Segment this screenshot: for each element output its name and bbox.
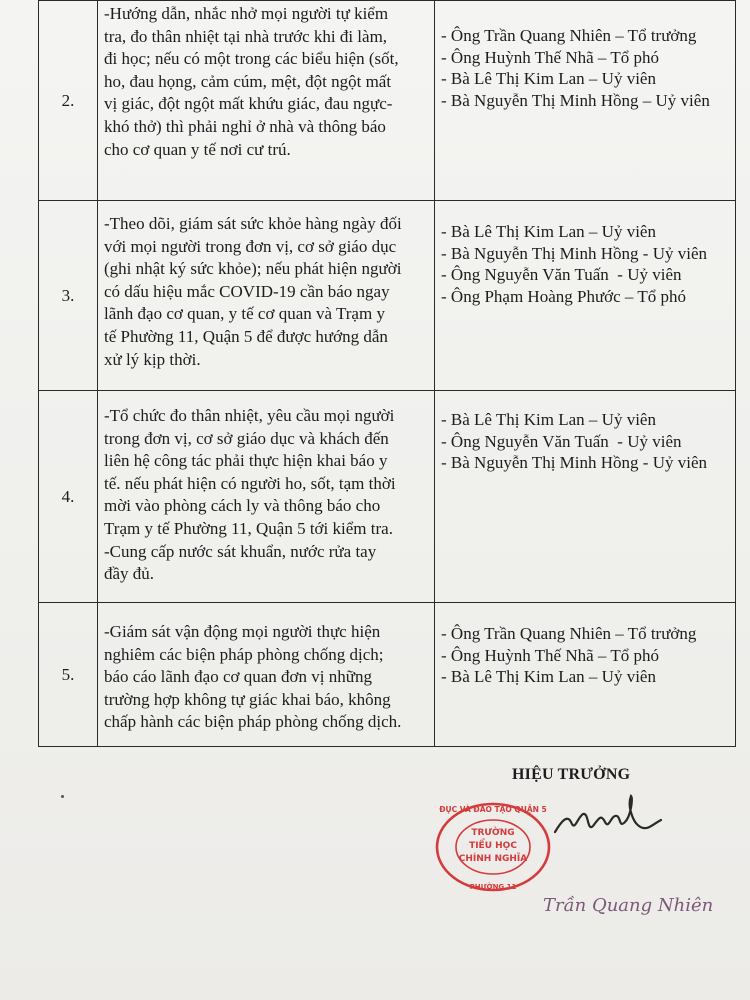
person-item: - Bà Lê Thị Kim Lan – Uỷ viên <box>441 410 656 429</box>
person-item: - Bà Lê Thị Kim Lan – Uỷ viên <box>441 69 656 88</box>
task-line: có dấu hiệu mắc COVID-19 cần báo ngay <box>104 281 390 301</box>
task-line: mời vào phòng cách ly và thông báo cho <box>104 496 381 516</box>
row-number: 4. <box>39 391 98 603</box>
person-item: - Bà Nguyễn Thị Minh Hồng - Uỷ viên <box>441 453 707 472</box>
svg-text:PHƯỜNG 11: PHƯỜNG 11 <box>469 883 517 891</box>
task-line: -Theo dõi, giám sát sức khỏe hàng ngày đối <box>104 214 402 233</box>
principal-title: HIỆU TRƯỞNG <box>512 766 631 783</box>
people-list <box>435 25 735 111</box>
person-item: - Ông Huỳnh Thế Nhã – Tổ phó <box>441 47 659 67</box>
person-item: - Ông Huỳnh Thế Nhã – Tổ phó <box>441 645 659 665</box>
task-cell <box>98 603 435 747</box>
people-list <box>435 623 735 688</box>
svg-text:ĐỤC VÀ ĐÀO TẠO QUẬN 5: ĐỤC VÀ ĐÀO TẠO QUẬN 5 <box>439 805 547 814</box>
row-number: 3. <box>39 201 98 391</box>
task-line: với mọi người trong đơn vị, cơ sở giáo dục <box>104 236 397 256</box>
svg-text:CHÍNH NGHĨA: CHÍNH NGHĨA <box>458 854 528 864</box>
task-cell <box>98 391 435 603</box>
people-list <box>435 409 735 474</box>
responsible-people-cell <box>435 201 736 391</box>
table-row <box>39 391 736 603</box>
signer-name: Trần Quang Nhiên <box>543 895 714 916</box>
svg-text:TIỂU HỌC: TIỂU HỌC <box>469 841 517 851</box>
assignment-table <box>38 0 736 747</box>
row-number: 2. <box>39 1 98 201</box>
task-line: đầy đủ. <box>104 564 155 584</box>
task-line: tế. nếu phát hiện có người ho, sốt, tạm thời <box>104 473 396 493</box>
task-line: Trạm y tế Phường 11, Quận 5 tới kiểm tra. <box>104 518 393 538</box>
task-line: -Giám sát vận động mọi người thực hiện <box>104 622 381 641</box>
task-line: liên hệ công tác phải thực hiện khai báo y <box>104 451 388 471</box>
task-line: nghiêm các biện pháp phòng chống dịch; <box>104 644 384 664</box>
handwritten-signature <box>547 792 667 852</box>
table-row <box>39 603 736 747</box>
task-cell <box>98 201 435 391</box>
task-line: báo cáo lãnh đạo cơ quan đơn vị những <box>104 667 372 687</box>
person-item: - Ông Nguyễn Văn Tuấn - Uỷ viên <box>441 431 682 451</box>
task-line: lãnh đạo cơ quan, y tế cơ quan và Trạm y <box>104 304 385 324</box>
svg-text:TRƯỜNG: TRƯỜNG <box>471 828 515 838</box>
task-cell <box>98 1 435 201</box>
person-item: - Bà Lê Thị Kim Lan – Uỷ viên <box>441 667 656 686</box>
task-line: xử lý kịp thời. <box>104 349 201 369</box>
task-line: (ghi nhật ký sức khỏe); nếu phát hiện người <box>104 259 402 279</box>
table-row <box>39 201 736 391</box>
task-line: -Tổ chức đo thân nhiệt, yêu cầu mọi người <box>104 406 395 425</box>
responsible-people-cell <box>435 391 736 603</box>
task-line: chấp hành các biện pháp phòng chống dịch. <box>104 712 402 732</box>
row-number: 5. <box>39 603 98 747</box>
person-item: - Bà Nguyễn Thị Minh Hồng - Uỷ viên <box>441 243 707 263</box>
person-item: - Bà Lê Thị Kim Lan – Uỷ viên <box>441 222 656 241</box>
ink-speck <box>61 795 64 798</box>
task-line: tra, đo thân nhiệt tại nhà trước khi đi làm, <box>104 26 388 46</box>
task-line: vị giác, đột ngột mất khứu giác, đau ngực- <box>104 94 393 114</box>
task-line: trường hợp không tự giác khai báo, không <box>104 689 391 709</box>
person-item: - Ông Nguyễn Văn Tuấn - Uỷ viên <box>441 265 682 284</box>
person-item: - Bà Nguyễn Thị Minh Hồng – Uỷ viên <box>441 90 710 110</box>
task-line: -Hướng dẫn, nhắc nhở mọi người tự kiểm <box>104 4 389 23</box>
person-item: - Ông Trần Quang Nhiên – Tổ trưởng <box>441 26 697 45</box>
table-row <box>39 1 736 201</box>
task-line: ho, đau họng, cảm cúm, mệt, đột ngột mất <box>104 71 392 91</box>
task-line: tế Phường 11, Quận 5 để được hướng dẫn <box>104 326 388 346</box>
people-list <box>435 221 735 307</box>
task-line: trong đơn vị, cơ sở giáo dục và khách đến <box>104 428 389 448</box>
school-stamp <box>431 795 559 895</box>
responsible-people-cell <box>435 603 736 747</box>
task-line: cho cơ quan y tế nơi cư trú. <box>104 139 291 159</box>
responsible-people-cell <box>435 1 736 201</box>
task-line: khó thở) thì phải nghỉ ở nhà và thông báo <box>104 116 386 136</box>
person-item: - Ông Trần Quang Nhiên – Tổ trưởng <box>441 624 697 643</box>
task-line: -Cung cấp nước sát khuẩn, nước rửa tay <box>104 541 377 561</box>
person-item: - Ông Phạm Hoàng Phước – Tổ phó <box>441 286 687 306</box>
task-line: đi học; nếu có một trong các biểu hiện (sốt, <box>104 49 399 69</box>
